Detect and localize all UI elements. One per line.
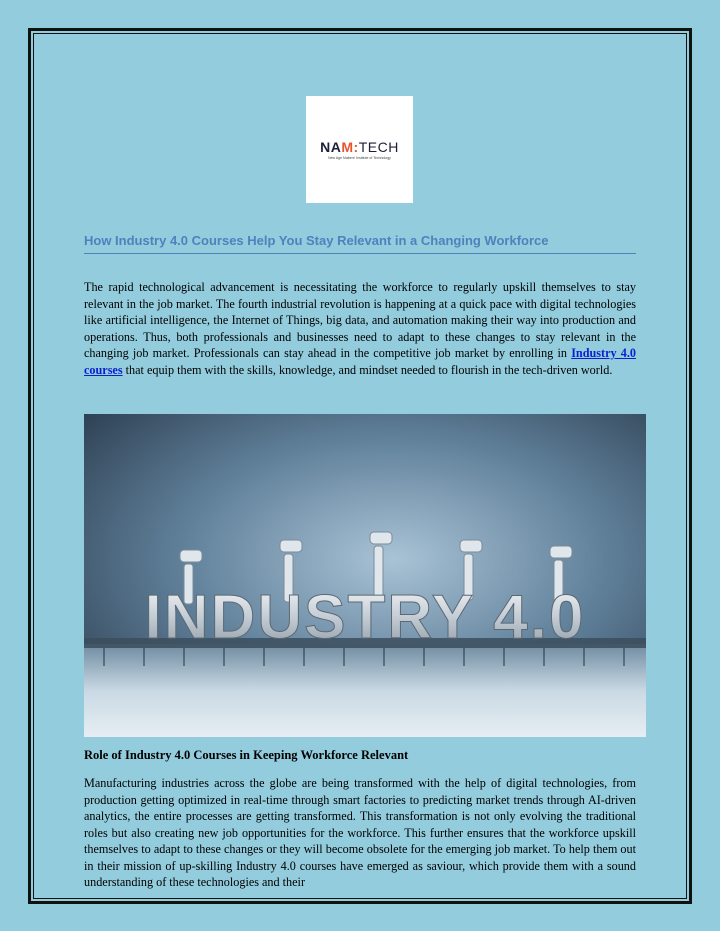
section-heading: Role of Industry 4.0 Courses in Keeping Workforce Relevant: [84, 748, 409, 762]
industry-4-hero-image: [84, 414, 646, 737]
logo-brand-right: TECH: [358, 138, 399, 155]
intro-text-after-link: that equip them with the skills, knowledge, and mindset needed to flourish in the tech-driven world.: [125, 362, 613, 377]
logo-brand-accent: M: [341, 138, 354, 155]
logo-tagline: New Age Makers' Institute of Technology: [328, 155, 391, 160]
article-title: How Industry 4.0 Courses Help You Stay Relevant in a Changing Workforce: [84, 233, 549, 248]
industry-courses-link[interactable]: Industry 4.0 courses: [84, 346, 637, 377]
intro-paragraph: [84, 279, 636, 378]
logo-brand-left: NA: [320, 138, 342, 155]
logo-brand-colon: :: [353, 138, 359, 155]
namtech-logo: [306, 96, 413, 203]
section-body-paragraph: Manufacturing industries across the globe are being transformed with the help of digital technologies, from production getting optimized in real-time through smart factories to predicting market trends through AI-driven analytics, the entire processes are getting transformed. This transformation is not only evolving the traditional roles but also creating new job opportunities for the workforce. This further ensures that the workforce upskill themselves to adapt to these changes or they will become obsolete for the emerging job market. To help them out in their mission of up-skilling Industry 4.0 courses have emerged as saviour, which provide them with a sound understanding of these technologies and their: [84, 776, 636, 889]
title-underline: [84, 253, 636, 254]
hero-headline-text: INDUSTRY 4.0: [144, 583, 586, 652]
logo-wordmark: [320, 140, 399, 154]
intro-text-before-link: The rapid technological advancement is necessitating the workforce to regularly upskill themselves to stay relevant in the job market. The fourth industrial revolution is happening at a quick pace with digital technologies like artificial intelligence, the Internet of Things, big data, and automation making their way into production and operations. Thus, both professionals and businesses need to adapt to these changes to stay relevant in the changing job market. Professionals can stay ahead in the competitive job market by enrolling in: [84, 280, 636, 360]
